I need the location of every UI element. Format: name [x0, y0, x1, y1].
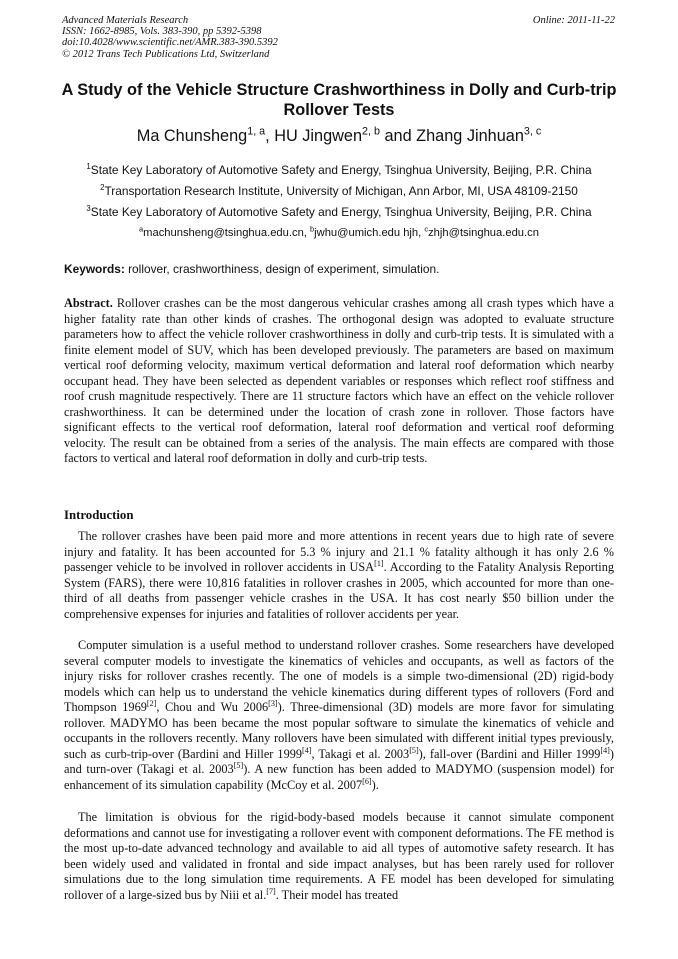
journal-name: Advanced Materials Research	[62, 15, 189, 26]
author-line: Ma Chunsheng$^{1, a}$, HU Jingwen$^{2, b}$ and Zhang Jinhuan$^{3, c}$	[136, 125, 542, 145]
journal-header	[62, 15, 615, 60]
intro-paragraph-2: Computer simulation is a useful method to understand rollover crashes. Some researchers have developed several computer models to investigate the kinematics of vehicles and occupants, as well as factors of the injury risks for rollover crashes recently. The one of models is a simple two-dimensional (2D) rigid-body models which can help us to understand the vehicle kinematics during different types of rollovers (Ford and Thompson 1969[2], Chou and Wu 2006[3]). Three-dimensional (3D) models are more favor for simulating rollover. MADYMO has been became the most popular software to simulate the kinematics of vehicle and occupants in the rollovers recently. Many rollovers have been simulated with different initial types previously, such as curb-trip-over (Bardini and Hiller 1999[4], Takagi et al. 2003[5]), fall-over (Bardini and Hiller 1999[4]) and turn-over (Takagi et al. 2003[5]). A new function has been added to MADYMO (suspension model) for enhancement of its simulation capability (McCoy et al. 2007[6]).	[64, 638, 614, 792]
affiliation-3: $^3$State Key Laboratory of Automotive Safety and Energy, Tsinghua University, Beijing, P.R. China	[86, 204, 592, 219]
abstract-label: Abstract.	[64, 296, 113, 310]
citation: [4]	[600, 745, 610, 755]
keywords	[64, 262, 624, 276]
intro-paragraph-1: The rollover crashes have been paid more and more attentions in recent years due to high rate of severe injury and fatality. It has been accounted for 5.3 % injury and 21.1 % fatality although it has only 2.6 % passenger vehicle to be involved in rollover accidents in USA[1]. According to the Fatality Analysis Reporting System (FARS), there were 10,816 fatalities in rollover crashes in 2005, which accounted for more than one-third of all deaths from passenger vehicle crashes in the USA. It has cost nearly $50 billion under the comprehensive expenses for injuries and fatalities of rollover accidents per year.	[64, 529, 614, 621]
citation: [3]	[268, 698, 278, 708]
abstract	[64, 296, 614, 467]
author-affil-mark: 1, a	[247, 125, 266, 138]
paper-title: A Study of the Vehicle Structure Crashworthiness in Dolly and Curb-trip Rollover Tests	[61, 81, 617, 119]
issn-line: ISSN: 1662-8985, Vols. 383-390, pp 5392-5398	[62, 26, 262, 38]
citation: [4]	[302, 745, 312, 755]
author-affil-mark: 3, c	[523, 125, 542, 138]
author-name: Zhang Jinhuan	[416, 127, 524, 145]
intro-paragraph-3: The limitation is obvious for the rigid-body-based models because it cannot simulate component deformations and cannot use for investigating a rollover event with component deformations. The FE method is the most up-to-date advanced technology and available to aid all types of automotive safety research. It has been widely used and validated in frontal and side impact analyses, but has been rarely used for rollover simulations due to the long simulation time requirements. A FE model has been developed for simulating rollover of a large-sized bus by Niii et al.[7]. Their model has treated	[64, 810, 614, 902]
doi-line: doi:10.4028/www.scientific.net/AMR.383-390.5392	[62, 37, 278, 49]
citation: [5]	[409, 745, 419, 755]
keywords-label: Keywords:	[64, 262, 125, 276]
citation: [7]	[266, 886, 276, 896]
author-affil-mark: 2, b	[362, 125, 380, 138]
author-name: Ma Chunsheng	[136, 127, 248, 145]
email-a: machunsheng@tsinghua.edu.cn,	[143, 227, 311, 239]
citation: [2]	[146, 698, 157, 708]
author-name: HU Jingwen	[274, 127, 362, 145]
email-c: zhjh@tsinghua.edu.cn	[428, 227, 539, 239]
online-date: Online: 2011-11-22	[532, 15, 615, 26]
citation: [6]	[362, 776, 372, 786]
affiliation-1: $^1$State Key Laboratory of Automotive Safety and Energy, Tsinghua University, Beijing, P.R. China	[86, 162, 592, 177]
citation: [1]	[374, 558, 384, 568]
copyright-line: © 2012 Trans Tech Publications Ltd, Switzerland	[62, 48, 270, 60]
introduction-heading: Introduction	[64, 508, 134, 522]
email-line: $^a$machunsheng@tsinghua.edu.cn, $^b$jwhu@umich.edu hjh, $^c$zhjh@tsinghua.edu.cn	[139, 224, 539, 239]
keywords-text: rollover, crashworthiness, design of experiment, simulation.	[124, 262, 440, 276]
abstract-text: Rollover crashes can be the most dangerous vehicular crashes among all crash types which have a higher fatality rate than other kinds of crashes. The orthogonal design was adopted to evaluate structure parameters how to affect the vehicle rollover crashworthiness in dolly and curb-trip tests. It is simulated with a finite element model of SUV, which has been developed previously. The parameters are based on maximum vertical roof deforming velocity, maximum vertical deformation and lateral roof deformation which nearby occupant head. They have been selected as dependent variables or responses which reflect roof stiffness and roof crush magnitude respectively. There are 11 structure factors which have an effect on the vehicle rollover crashworthiness. It can be determined under the location of crash zone in rollover. Those factors have significant effects to the vertical roof deformation, lateral roof deformation and vertical roof deforming velocity. The result can be obtained from a series of the analysis. The main effects are compared with those factors to vertical and lateral roof deformation in dolly and curb-trip tests.	[64, 296, 614, 465]
citation: [5]	[233, 760, 244, 770]
affiliation-2: $^2$Transportation Research Institute, University of Michigan, Ann Arbor, MI, USA 48109-2150	[100, 183, 578, 198]
email-b: jwhu@umich.edu hjh,	[314, 227, 425, 239]
